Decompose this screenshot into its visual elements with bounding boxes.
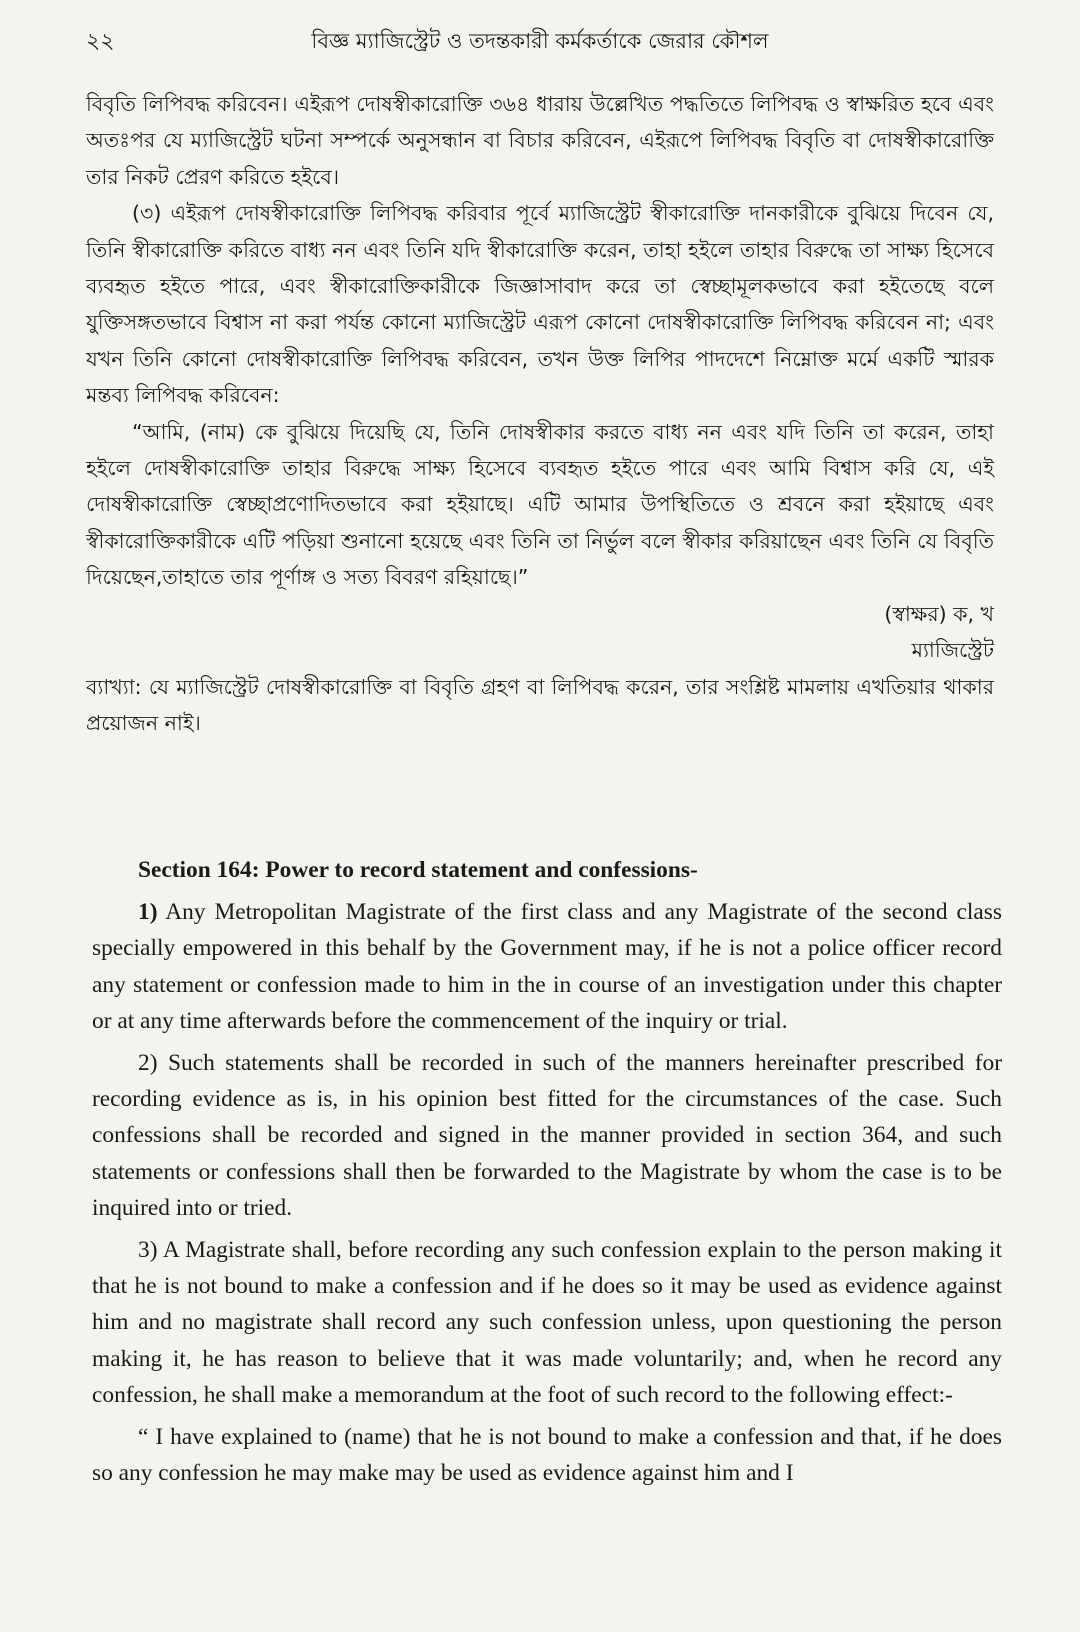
bangla-explanation: ব্যাখ্যা: যে ম্যাজিস্ট্রেট দোষস্বীকারোক্তি বা বিবৃতি গ্রহণ বা লিপিবদ্ধ করেন, তার সংশ্লিষ্ট মামলায় এখতিয়ার থাকার প্রয়োজন নাই।	[86, 674, 994, 735]
section-title: Section 164: Power to record statement and confessions-	[138, 857, 698, 883]
bangla-paragraph-continuation: বিবৃতি লিপিবদ্ধ করিবেন। এইরূপ দোষস্বীকারোক্তি ৩৬৪ ধারায় উল্লেখিত পদ্ধতিতে লিপিবদ্ধ ও স্বাক্ষরিত হবে এবং অতঃপর যে ম্যাজিস্ট্রেট ঘটনা সম্পর্কে অনুসন্ধান বা বিচার করিবেন, এইরূপে লিপিবদ্ধ বিবৃতি বা দোষস্বীকারোক্তি তার নিকট প্রেরণ করিতে হইবে।	[86, 92, 994, 189]
page-number: ২২	[86, 28, 115, 54]
english-paragraph-2: 2) Such statements shall be recorded in such of the manners hereinafter prescribed for recording evidence as is, in his opinion best fitted for the circumstances of the case. Such confessions shall be recorded and signed in the manner provided in section 364, and such statements or confessions shall then be forwarded to the Magistrate by whom the case is to be inquired into or tried.	[92, 1050, 1002, 1221]
english-paragraph-1-text: Any Metropolitan Magistrate of the first class and any Magistrate of the second class specially empowered in this behalf by the Government may, if he is not a police officer record any statement or confession made to him in the in course of an investigation under this chapter or at any time afterwards before the commencement of the inquiry or trial.	[92, 899, 1002, 1034]
english-paragraph-3: 3) A Magistrate shall, before recording any such confession explain to the person making it that he is not bound to make a confession and if he does so it may be used as evidence against him and no magistrate shall record any such confession unless, upon questioning the person making it, he has reason to believe that it was made voluntarily; and, when he record any confession, he shall make a memorandum at the foot of such record to the following effect:-	[92, 1237, 1002, 1408]
english-section	[92, 852, 1002, 1491]
bangla-signature: (স্বাক্ষর) ক, খ	[884, 601, 994, 626]
bangla-paragraph-3: (৩) এইরূপ দোষস্বীকারোক্তি লিপিবদ্ধ করিবার পূর্বে ম্যাজিস্ট্রেট স্বীকারোক্তি দানকারীকে বুঝিয়ে দিবেন যে, তিনি স্বীকারোক্তি করিতে বাধ্য নন এবং তিনি যদি স্বীকারোক্তি করেন, তাহা হইলে তাহার বিরুদ্ধে তা সাক্ষ্য হিসেবে ব্যবহৃত হইতে পারে, এবং স্বীকারোক্তিকারীকে জিজ্ঞাসাবাদ করে তা স্বেচ্ছামূলকভাবে করা হইতেছে বলে যুক্তিসঙ্গতভাবে বিশ্বাস না করা পর্যন্ত কোনো ম্যাজিস্ট্রেট এরূপ কোনো দোষস্বীকারোক্তি লিপিবদ্ধ করিবেন না; এবং যখন তিনি কোনো দোষস্বীকারোক্তি লিপিবদ্ধ করিবেন, তখন উক্ত লিপির পাদদেশে নিম্নোক্ত মর্মে একটি স্মারক মন্তব্য লিপিবদ্ধ করিবেন:	[86, 201, 994, 408]
bangla-designation: ম্যাজিস্ট্রেট	[911, 638, 994, 663]
bangla-memorandum-quote: “আমি, (নাম) কে বুঝিয়ে দিয়েছি যে, তিনি দোষস্বীকার করতে বাধ্য নন এবং যদি তিনি তা করেন, তাহা হইলে দোষস্বীকারোক্তি তাহার বিরুদ্ধে সাক্ষ্য হিসেবে ব্যবহৃত হইতে পারে এবং আমি বিশ্বাস করি যে, এই দোষস্বীকারোক্তি স্বেচ্ছাপ্রণোদিতভাবে করা হইয়াছে। এটি আমার উপস্থিতিতে ও শ্রবনে করা হইয়াছে এবং স্বীকারোক্তিকারীকে এটি পড়িয়া শুনানো হয়েছে এবং তিনি তা নির্ভুল বলে স্বীকার করিয়াছেন এবং তিনি যে বিবৃতি দিয়েছেন,তাহাতে তার পূর্ণাঙ্গ ও সত্য বিবরণ রহিয়াছে।”	[86, 419, 994, 590]
page-header	[86, 22, 994, 62]
bangla-section	[86, 86, 994, 741]
english-paragraph-1	[92, 894, 1002, 1039]
paragraph-number: 1)	[138, 899, 158, 926]
running-title: বিজ্ঞ ম্যাজিস্ট্রেট ও তদন্তকারী কর্মকর্তাকে জেরার কৌশল	[311, 28, 769, 53]
english-paragraph-4: “ I have explained to (name) that he is not bound to make a confession and that, if he does so any confession he may make may be used as evidence against him and I	[92, 1424, 1002, 1487]
